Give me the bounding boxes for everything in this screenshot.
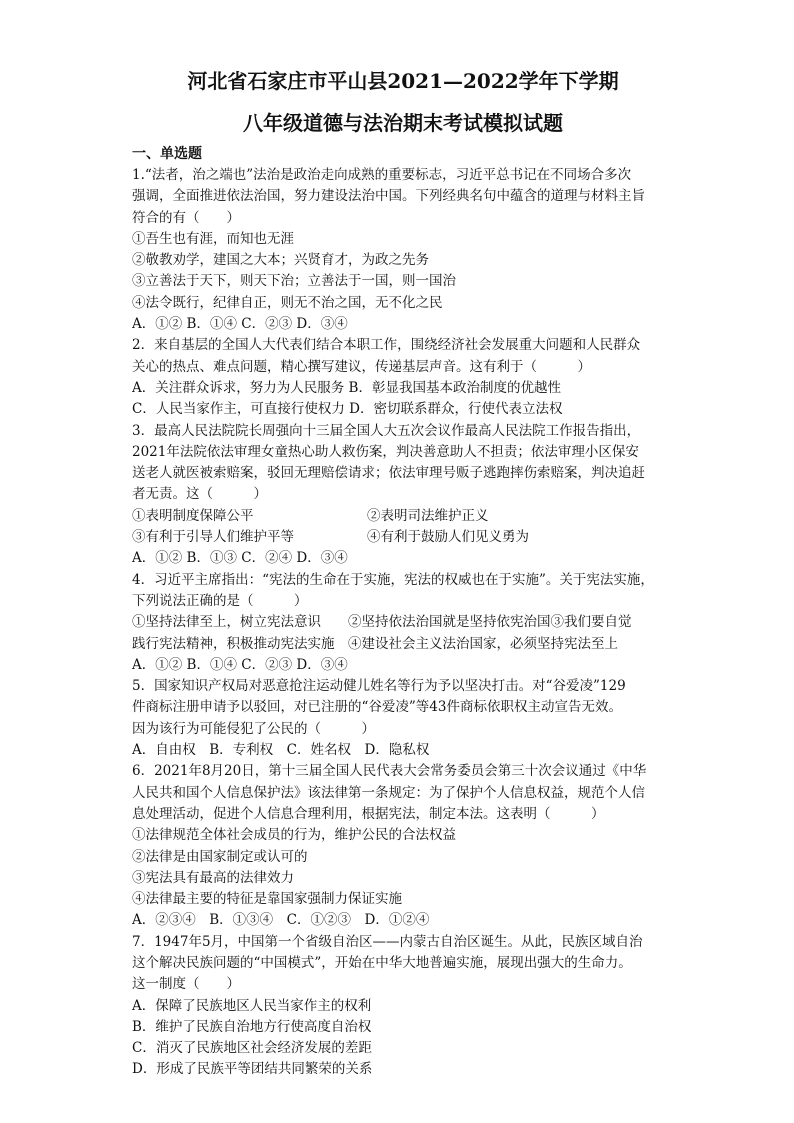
question-stem: 人民共和国个人信息保护法》该法律第一条规定：为了保护个人信息权益，规范个人信 bbox=[132, 784, 645, 801]
question-stem: 息处理活动，促进个人信息合理利用，根据宪法，制定本法。这表明（ ） bbox=[132, 805, 605, 822]
question-7 bbox=[132, 932, 674, 1081]
question-option: ④法律最主要的特征是靠国家强制力保证实施 bbox=[132, 891, 402, 908]
option-row bbox=[132, 506, 674, 527]
question-6 bbox=[132, 761, 674, 931]
question-1 bbox=[132, 165, 674, 335]
answer-choices: A．①② B．①④ C．②③ D．③④ bbox=[132, 316, 348, 333]
question-3 bbox=[132, 421, 674, 570]
question-stem: 这一制度（ ） bbox=[132, 976, 240, 993]
question-stem: 3．最高人民法院院长周强向十三届全国人大五次会议作最高人民法院工作报告指出， bbox=[132, 422, 641, 439]
answer-choices: C．消灭了民族地区社会经济发展的差距 bbox=[132, 1040, 372, 1057]
question-option: ④法令既行，纪律自正，则无不治之国，无不化之民 bbox=[132, 294, 443, 311]
question-stem: 1.“法者，治之端也”法治是政治走向成熟的重要标志，习近平总书记在不同场合多次 bbox=[132, 167, 632, 183]
answer-choices: B．维护了民族自治地方行使高度自治权 bbox=[132, 1018, 372, 1035]
section-heading: 一、单选题 bbox=[132, 146, 202, 162]
exam-title-line2: 八年级道德与法治期末考试模拟试题 bbox=[243, 111, 563, 135]
question-option: 践行宪法精神，积极推动宪法实施 ④建设社会主义法治国家，必须坚持宪法至上 bbox=[132, 635, 618, 652]
question-option: ③有利于引导人们维护平等 bbox=[132, 529, 294, 546]
question-stem: 6．2021年8月20日，第十三届全国人民代表大会常务委员会第三十次会议通过《中华 bbox=[132, 763, 647, 780]
answer-choices: A．关注群众诉求，努力为人民服务 B．彰显我国基本政治制度的优越性 bbox=[132, 379, 561, 396]
question-option: ①吾生也有涯，而知也无涯 bbox=[132, 230, 294, 247]
question-option: ④有利于鼓励人们见义勇为 bbox=[367, 529, 529, 546]
question-stem: 下列说法正确的是（ ） bbox=[132, 592, 308, 609]
question-2 bbox=[132, 335, 674, 420]
question-stem: 5．国家知识产权局对恶意抢注运动健儿姓名等行为予以坚决打击。对“谷爱凌”129 bbox=[132, 678, 626, 695]
question-stem: 符合的有（ ） bbox=[132, 209, 240, 226]
answer-choices: A．①② B．①③ C．②④ D．③④ bbox=[132, 550, 348, 567]
question-option: ②法律是由国家制定或认可的 bbox=[132, 848, 308, 865]
answer-choices: A．②③④ B．①③④ C．①②③ D．①②④ bbox=[132, 912, 430, 929]
question-stem: 强调，全面推进依法治国，努力建设法治中国。下列经典名句中蕴含的道理与材料主旨 bbox=[132, 188, 645, 205]
answer-choices: C．人民当家作主，可直接行使权力 D．密切联系群众，行使代表立法权 bbox=[132, 401, 563, 418]
question-4 bbox=[132, 570, 674, 676]
question-stem: 因为该行为可能侵犯了公民的（ ） bbox=[132, 720, 375, 737]
question-stem: 2021年法院依法审理女童热心助人救伤案，判决善意助人不担责；依法审理小区保安 bbox=[132, 443, 639, 460]
question-stem: 送老人就医被索赔案，驳回无理赔偿请求；依法审理号贩子逃跑摔伤索赔案，判决追赶 bbox=[132, 465, 645, 482]
question-stem: 这个解决民族问题的“中国模式”，开始在中华大地普遍实施，展现出强大的生命力。 bbox=[132, 954, 632, 971]
question-stem: 者无责。这（ ） bbox=[132, 486, 267, 503]
question-stem: 件商标注册申请予以驳回，对已注册的“谷爱凌”等43件商标依职权主动宣告无效。 bbox=[132, 699, 622, 716]
option-row bbox=[132, 527, 674, 548]
answer-choices: A．①② B．①④ C．②③ D．③④ bbox=[132, 656, 348, 673]
answer-choices: A．保障了民族地区人民当家作主的权利 bbox=[132, 997, 372, 1014]
question-option: ①表明制度保障公平 bbox=[132, 507, 254, 524]
question-option: ③立善法于天下，则天下治；立善法于一国，则一国治 bbox=[132, 273, 456, 290]
question-option: ①坚持法律至上，树立宪法意识 ②坚持依法治国就是坚持依宪治国③我们要自觉 bbox=[132, 614, 632, 631]
question-stem: 关心的热点、难点问题，精心撰写建议，传递基层声音。这有利于（ ） bbox=[132, 358, 591, 375]
question-option: ②表明司法维护正义 bbox=[367, 507, 489, 524]
question-option: ①法律规范全体社会成员的行为，维护公民的合法权益 bbox=[132, 827, 456, 844]
answer-choices: A．自由权 B．专利权 C．姓名权 D．隐私权 bbox=[132, 742, 430, 759]
exam-title-line1: 河北省石家庄市平山县2021—2022学年下学期 bbox=[187, 69, 619, 93]
question-stem: 2．来自基层的全国人大代表们结合本职工作，围绕经济社会发展重大问题和人民群众 bbox=[132, 337, 641, 354]
question-option: ③宪法具有最高的法律效力 bbox=[132, 869, 294, 886]
question-stem: 7．1947年5月，中国第一个省级自治区——内蒙古自治区诞生。从此，民族区域自治 bbox=[132, 933, 643, 950]
question-stem: 4．习近平主席指出：“宪法的生命在于实施，宪法的权威也在于实施”。关于宪法实施， bbox=[132, 571, 654, 588]
question-5 bbox=[132, 676, 674, 761]
question-option: ②敬教劝学，建国之大本；兴贤育才，为政之先务 bbox=[132, 252, 429, 269]
answer-choices: D．形成了民族平等团结共同繁荣的关系 bbox=[132, 1061, 373, 1078]
